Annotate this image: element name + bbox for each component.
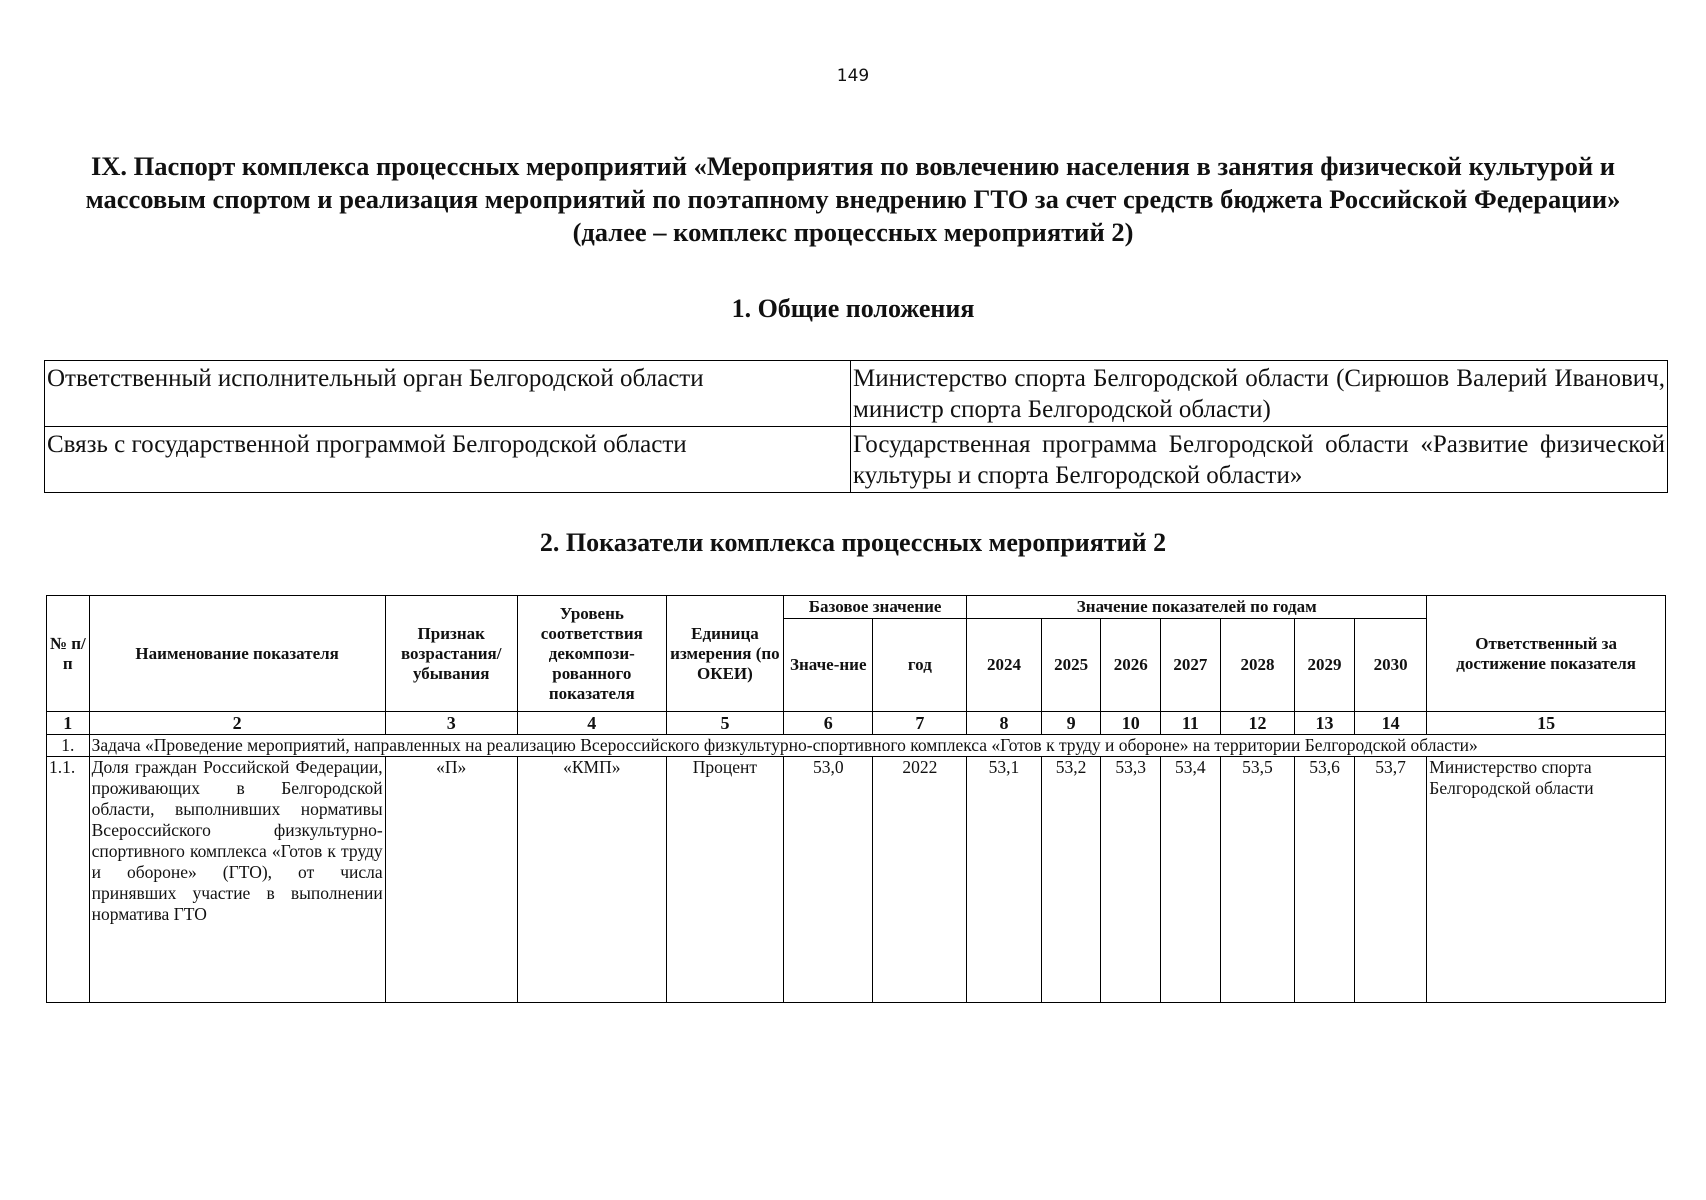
table-row [47,757,1666,1003]
column-number: 3 [385,712,517,735]
indicator-responsible: Министерство спорта Белгородской области [1427,757,1666,1003]
base-year: 2022 [873,757,967,1003]
header-years-group: Значение показателей по годам [967,596,1427,619]
header-trend: Признак возрастания/ убывания [385,596,517,712]
column-number: 11 [1161,712,1221,735]
header-year: 2024 [967,619,1042,712]
column-number: 10 [1101,712,1161,735]
year-value: 53,3 [1101,757,1161,1003]
row-value: Государственная программа Белгородской области «Развитие физической культуры и спорта Белгородской области» [851,427,1668,493]
year-value: 53,2 [1041,757,1101,1003]
row-value: Министерство спорта Белгородской области (Сирюшов Валерий Иванович, министр спорта Белгородской области) [851,361,1668,427]
column-number: 7 [873,712,967,735]
column-number: 5 [666,712,783,735]
column-number: 6 [784,712,873,735]
indicators-table [46,595,1666,1003]
page-number: 149 [836,66,870,86]
year-value: 53,4 [1161,757,1221,1003]
table-row [45,427,1668,493]
column-number: 1 [47,712,90,735]
column-number: 4 [517,712,666,735]
header-unit: Единица измерения (по ОКЕИ) [666,596,783,712]
row-num: 1.1. [47,757,90,1003]
indicator-trend: «П» [385,757,517,1003]
column-number-row [47,712,1666,735]
column-number: 12 [1220,712,1295,735]
task-row [47,735,1666,757]
task-num: 1. [47,735,90,757]
column-number: 8 [967,712,1042,735]
header-year: 2027 [1161,619,1221,712]
indicator-name: Доля граждан Российской Федерации, проживающих в Белгородской области, выполнивших нормативы Всероссийского физкультурно-спортивного комплекса «Готов к труду и обороне» (ГТО), от числа принявших участие в выполнении норматива ГТО [89,757,385,1003]
document-title: IX. Паспорт комплекса процессных мероприятий «Мероприятия по вовлечению населения в занятия физической культурой и массовым спортом и реализация мероприятий по поэтапному внедрению ГТО за счет средств бюджета Российской Федерации» (далее – комплекс процессных мероприятий 2) [85,151,1621,247]
column-number: 15 [1427,712,1666,735]
indicator-level: «КМП» [517,757,666,1003]
column-number: 14 [1354,712,1426,735]
column-number: 13 [1295,712,1355,735]
section-heading-indicators: 2. Показатели комплекса процессных мероприятий 2 [539,528,1167,557]
header-year: 2025 [1041,619,1101,712]
header-num: № п/п [47,596,90,712]
base-value: 53,0 [784,757,873,1003]
year-value: 53,7 [1354,757,1426,1003]
year-value: 53,1 [967,757,1042,1003]
header-name: Наименование показателя [89,596,385,712]
row-label: Связь с государственной программой Белгородской области [45,427,851,493]
header-level: Уровень соответствия декомпози-рованного показателя [517,596,666,712]
year-value: 53,6 [1295,757,1355,1003]
header-base-year: год [873,619,967,712]
header-base-value: Значе-ние [784,619,873,712]
header-year: 2030 [1354,619,1426,712]
year-value: 53,5 [1220,757,1295,1003]
task-text: Задача «Проведение мероприятий, направленных на реализацию Всероссийского физкультурно-спортивного комплекса «Готов к труду и обороне» на территории Белгородской области» [89,735,1665,757]
section-heading-general: 1. Общие положения [731,294,975,323]
header-row [47,596,1666,619]
header-responsible: Ответственный за достижение показателя [1427,596,1666,712]
header-year: 2026 [1101,619,1161,712]
indicator-unit: Процент [666,757,783,1003]
header-year: 2028 [1220,619,1295,712]
general-provisions-table [44,360,1668,493]
table-row [45,361,1668,427]
header-base-group: Базовое значение [784,596,967,619]
header-year: 2029 [1295,619,1355,712]
column-number: 9 [1041,712,1101,735]
column-number: 2 [89,712,385,735]
row-label: Ответственный исполнительный орган Белгородской области [45,361,851,427]
